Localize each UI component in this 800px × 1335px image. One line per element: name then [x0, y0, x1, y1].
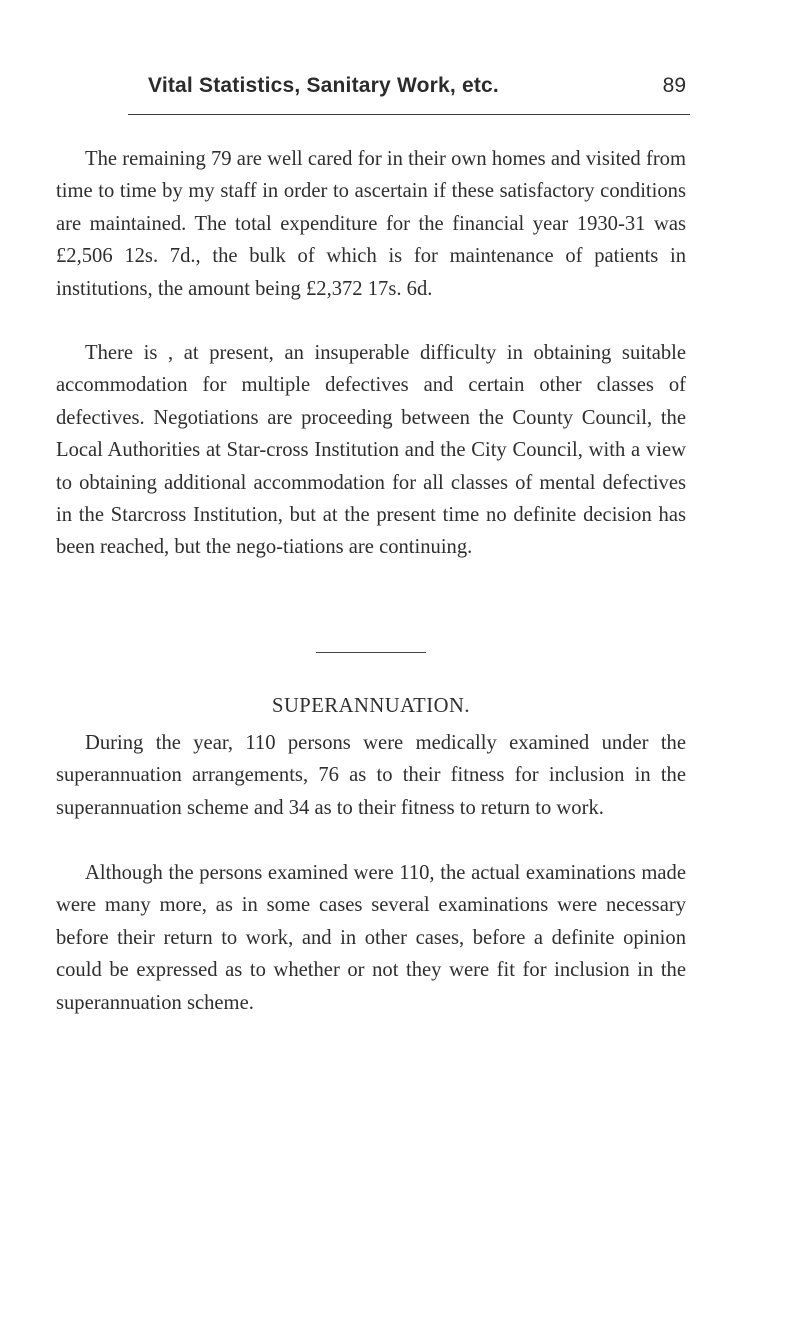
section-divider: [316, 652, 426, 653]
paragraph-expenditure: The remaining 79 are well cared for in their own homes and visited from time to time by my staff in order to ascertain if these satisfactory conditions are maintained. The total expenditure for the financial year 1930-31 was £2,506 12s. 7d., the bulk of which is for maintenance of patients in institutions, the amount being £2,372 17s. 6d.: [56, 148, 686, 300]
paragraph-accommodation: There is , at present, an insuperable difficulty in obtaining suitable accommodation for multiple defectives and certain other classes of defectives. Negotiations are proceeding between the County Council, the Local Authorities at Star-cross Institution and the City Council, with a view to obtaining additional accommodation for all classes of mental defectives in the Starcross Institution, but at the present time no definite decision has been reached, but the nego-tiations are continuing.: [56, 342, 686, 559]
page-header: [128, 74, 690, 110]
running-title: Vital Statistics, Sanitary Work, etc.: [148, 74, 499, 97]
section-heading-superannuation: SUPERANNUATION.: [271, 695, 470, 717]
page-number: 89: [662, 74, 686, 97]
paragraph-examination-details: Although the persons examined were 110, the actual examinations made were many more, as in some cases several examinations were necessary before their return to work, and in other cases, before a definite opinion could be expressed as to whether or not they were fit for inclusion in the superannuation scheme.: [56, 862, 686, 1014]
header-rule: [128, 114, 690, 115]
paragraph-examinations: During the year, 110 persons were medically examined under the superannuation arrangements, 76 as to their fitness for inclusion in the superannuation scheme and 34 as to their fitness to return to work.: [56, 732, 686, 819]
